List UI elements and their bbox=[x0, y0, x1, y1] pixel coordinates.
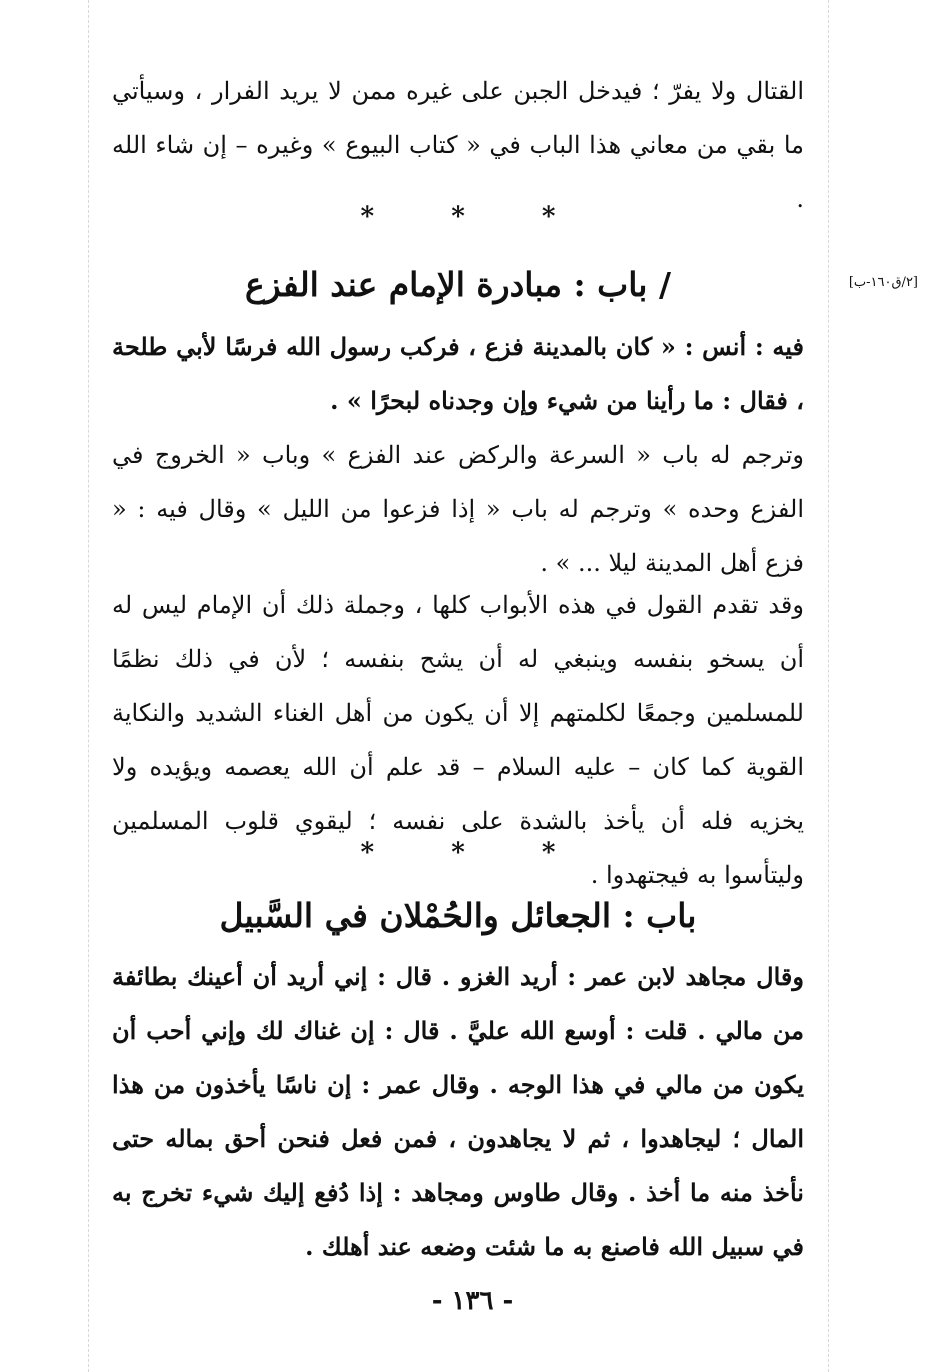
final-paragraph: وقال مجاهد لابن عمر : أريد الغزو . قال : إني أريد أن أعينك بطائفة من مالي . قلت : أوسع الله عليَّ . قال : إن غناك لك وإني أحب أن يكون من مالي في هذا الوجه . وقال عمر : إن ناسًا يأخذون من هذا المال ؛ ليجاهدوا ، ثم لا يجاهدون ، فمن فعل فنحن أحق بماله حتى نأخذ منه ما أخذ . وقال طاوس ومجاهد : إذا دُفع إليك شيء تخرج به في سبيل الله فاصنع به ما شئت وضعه عند أهلك . bbox=[112, 962, 804, 1261]
star-mark: * bbox=[360, 838, 375, 868]
commentary-paragraph: وقد تقدم القول في هذه الأبواب كلها ، وجملة ذلك أن الإمام ليس له أن يسخو بنفسه وينبغي له أن يشح بنفسه ؛ لأن في ذلك نظمًا للمسلمين وجمعًا لكلمتهم إلا أن يكون من أهل الغناء الشديد والنكاية القوية كما كان – عليه السلام – قد علم أن الله يعصمه ويؤيده ولا يخزيه فله أن يأخذ بالشدة على نفسه ؛ ليقوي قلوب المسلمين وليتأسوا به فيجتهدوا . bbox=[112, 591, 804, 889]
intro-paragraph: القتال ولا يفرّ ؛ فيدخل الجبن على غيره ممن لا يريد الفرار ، وسيأتي ما بقي من معاني هذا الباب في « كتاب البيوع » وغيره – إن شاء الله . bbox=[112, 77, 804, 213]
star-mark: * bbox=[451, 838, 465, 868]
star-mark: * bbox=[541, 202, 556, 232]
scan-guide-line bbox=[828, 0, 829, 1372]
separator-stars bbox=[112, 202, 804, 232]
star-mark: * bbox=[360, 202, 375, 232]
chapter-heading: / باب : مبادرة الإمام عند الفزع bbox=[244, 265, 672, 304]
hadith-paragraph: فيه : أنس : « كان بالمدينة فزع ، فركب رسول الله فرسًا لأبي طلحة ، فقال : ما رأينا من شيء وإن وجدناه لبحرًا » . bbox=[112, 332, 804, 415]
tarjama-paragraph: وترجم له باب « السرعة والركض عند الفزع » وباب « الخروج في الفزع وحده » وترجم له باب « إذا فزعوا من الليل » وقال فيه : « فزع أهل المدينة ليلا ... » . bbox=[112, 441, 804, 577]
star-mark: * bbox=[451, 202, 465, 232]
chapter-heading: باب : الجعائل والحُمْلان في السَّبيل bbox=[219, 896, 697, 935]
scan-guide-line bbox=[88, 0, 89, 1372]
star-mark: * bbox=[541, 838, 556, 868]
page-number: - ١٣٦ - bbox=[431, 1286, 514, 1316]
margin-manuscript-reference: [٢/ق١٦٠-ب] bbox=[848, 275, 918, 290]
separator-stars bbox=[112, 838, 804, 868]
